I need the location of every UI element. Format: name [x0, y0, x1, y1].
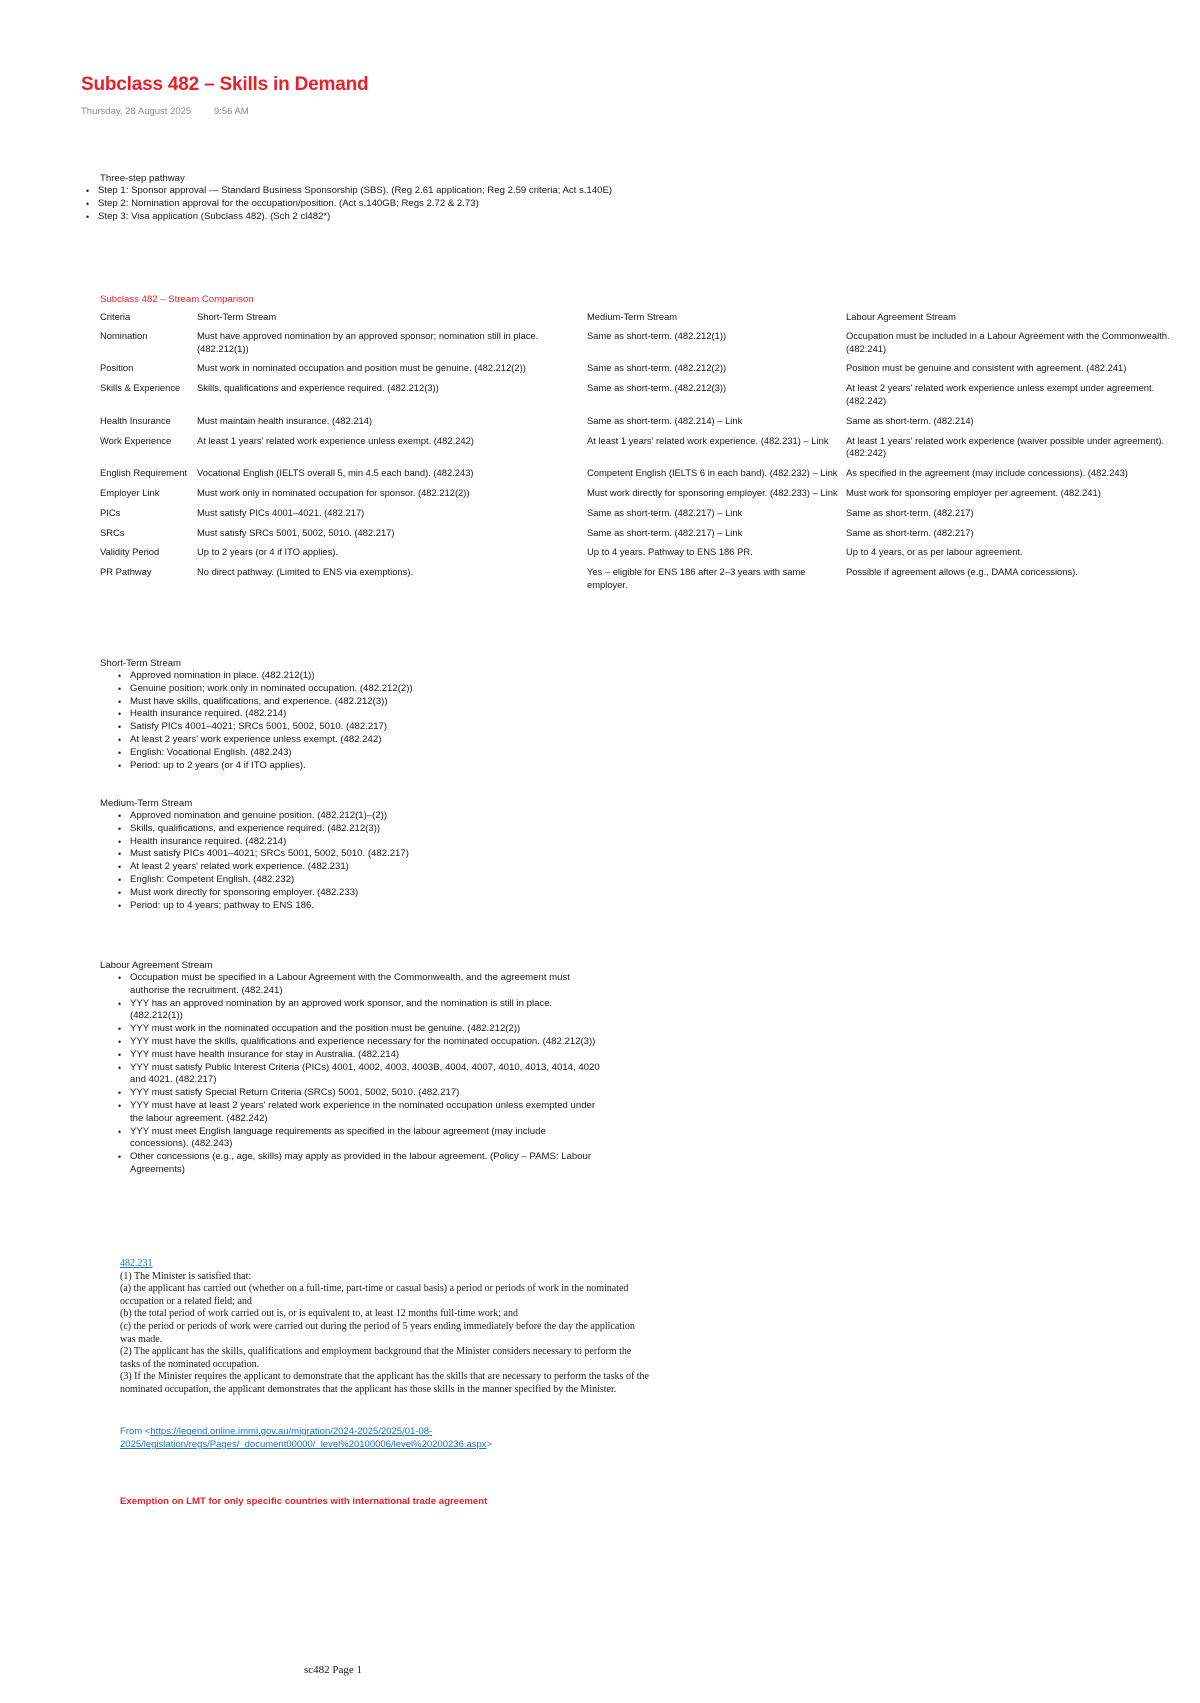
table-cell: English Requirement [100, 467, 188, 479]
table-cell: Yes – eligible for ENS 186 after 2–3 years with same employer. [587, 566, 806, 590]
table-cell: Must maintain health insurance. (482.214) [197, 414, 373, 426]
list-item: • YYY must satisfy Special Return Criteria (SRCs) 5001, 5002, 5010. (482.217) [130, 1087, 600, 1100]
list-item: • Approved nomination and genuine position. (482.212(1)–(2)) [130, 810, 620, 823]
table-cell: Work Experience [100, 434, 172, 446]
list-item: • Health insurance required. (482.214) [130, 836, 620, 849]
table-cell: SRCs [100, 526, 125, 538]
comparison-title: Subclass 482 – Stream Comparison [100, 294, 254, 305]
table-row [100, 382, 1196, 415]
table-cell: Must satisfy SRCs 5001, 5002, 5010. (482.217) [197, 526, 395, 538]
table-cell: Health Insurance [100, 414, 171, 426]
table-cell: Must have approved nomination by an approved sponsor; nomination still in place. (482.212(1)) [197, 329, 539, 354]
page-title: Subclass 482 – Skills in Demand [81, 74, 369, 95]
list-item: • Must satisfy PICs 4001–4021; SRCs 5001, 5002, 5010. (482.217) [130, 848, 620, 861]
short-term-heading: Short-Term Stream [100, 658, 182, 669]
page-footer: sc482 Page 1 [304, 1664, 363, 1676]
medium-term-section [100, 797, 620, 912]
short-term-section [100, 657, 620, 772]
list-item: • YYY must meet English language requirements as specified in the labour agreement (may include concessions). (482.243) [130, 1126, 600, 1152]
list-item: • Satisfy PICs 4001–4021; SRCs 5001, 5002, 5010. (482.217) [130, 721, 620, 734]
list-item: • Health insurance required. (482.214) [130, 708, 620, 721]
list-item: • YYY must have the skills, qualifications and experience necessary for the nominated occupation. (482.212(3)) [130, 1036, 600, 1049]
list-item: • Genuine position; work only in nominated occupation. (482.212(2)) [130, 683, 620, 696]
table-cell: At least 1 years' related work experience. (482.231) – Link [587, 434, 829, 446]
table-row [100, 435, 1196, 468]
legislation-extract [120, 1258, 650, 1397]
legal-line: (a) the applicant has carried out (whether on a full-time, part-time or casual basis) a period or periods of work in the nominated occupation or a related field; and [120, 1283, 629, 1307]
table-cell: PICs [100, 506, 121, 518]
table-cell: Same as short-term. (482.212(3)) [587, 382, 727, 394]
table-header-row [100, 311, 1196, 330]
table-row [100, 487, 1196, 507]
table-cell: As specified in the agreement (may include concessions). (482.243) [846, 467, 1128, 479]
list-item: • YYY has an approved nomination by an approved work sponsor, and the nomination is still in place. (482.212(1)) [130, 998, 600, 1024]
list-item: • YYY must satisfy Public Interest Criteria (PICs) 4001, 4002, 4003, 4003B, 4004, 4007, 4010, 4013, 4014, 4020 and 4021. (482.217) [130, 1062, 600, 1088]
column-header: Criteria [100, 311, 131, 322]
medium-term-list [100, 810, 620, 912]
table-cell: Same as short-term. (482.212(2)) [587, 362, 727, 374]
source-suffix: > [486, 1439, 493, 1450]
source-link[interactable]: https://legend.online.immi.gov.au/migration/2024-2025/2025/01-08-2025/legislation/regs/Pages/_document00000/_level%20100006/level%20200236.aspx [120, 1426, 487, 1450]
list-item: • Skills, qualifications, and experience required. (482.212(3)) [130, 823, 620, 836]
table-cell: Skills, qualifications and experience required. (482.212(3)) [197, 382, 439, 394]
table-cell: Skills & Experience [100, 382, 181, 394]
list-item: • Period: up to 4 years; pathway to ENS 186. [130, 900, 620, 913]
table-cell: Same as short-term. (482.212(1)) [587, 329, 727, 341]
pathway-item: • Step 2: Nomination approval for the occupation/position. (Act s.140GB; Regs 2.72 & 2.73) [98, 198, 620, 211]
page-date: Thursday, 28 August 2025 [81, 106, 192, 117]
table-cell: Same as short-term. (482.214) – Link [587, 414, 743, 426]
table-cell: At least 1 years' related work experience unless exempt. (482.242) [197, 434, 474, 446]
pathway-item: • Step 1: Sponsor approval — Standard Business Sponsorship (SBS). (Reg 2.61 application; Reg 2.59 criteria; Act s.140E) [98, 185, 620, 198]
column-header: Labour Agreement Stream [846, 311, 956, 322]
pathway-section [100, 172, 620, 223]
table-cell: Up to 4 years, or as per labour agreement. [846, 546, 1023, 558]
table-cell: No direct pathway. (Limited to ENS via exemptions). [197, 566, 414, 578]
table-cell: Must work only in nominated occupation for sponsor. (482.212(2)) [197, 486, 470, 498]
list-item: • Other concessions (e.g., age, skills) may apply as provided in the labour agreement. (Policy – PAMS: Labour Agreements) [130, 1151, 600, 1177]
list-item: • YYY must work in the nominated occupation and the position must be genuine. (482.212(2)) [130, 1023, 600, 1036]
table-cell: Must satisfy PICs 4001–4021. (482.217) [197, 506, 365, 518]
pathway-item: • Step 3: Visa application (Subclass 482). (Sch 2 cl482*) [98, 211, 620, 224]
table-row [100, 527, 1196, 547]
table-row [100, 415, 1196, 435]
table-cell: Up to 4 years. Pathway to ENS 186 PR. [587, 546, 753, 558]
legal-line: (c) the period or periods of work were carried out during the period of 5 years ending immediately before the day the application was made. [120, 1320, 635, 1345]
table-cell: Possible if agreement allows (e.g., DAMA concessions). [846, 566, 1078, 578]
table-row [100, 566, 1196, 599]
list-item: • Must work directly for sponsoring employer. (482.233) [130, 887, 620, 900]
source-label: From < [120, 1426, 151, 1437]
page-meta [81, 106, 249, 117]
legal-line: (3) If the Minister requires the applicant to demonstrate that the applicant has the skills that are necessary to perform the tasks of the nominated occupation, the applicant demonstrates that the applicant has those skills in the manner specified by the Minister. [120, 1371, 649, 1395]
table-row [100, 362, 1196, 382]
table-cell: Nomination [100, 329, 148, 341]
table-cell: Competent English (IELTS 6 in each band). (482.232) – Link [587, 467, 838, 479]
list-item: • Occupation must be specified in a Labour Agreement with the Commonwealth, and the agreement must authorise the recruitment. (482.241) [130, 972, 600, 998]
table-cell: Employer Link [100, 486, 160, 498]
list-item: • Period: up to 2 years (or 4 if ITO applies). [130, 760, 620, 773]
table-row [100, 546, 1196, 566]
legal-line: (2) The applicant has the skills, qualifications and employment background that the Minister considers necessary to perform the tasks of the nominated occupation. [120, 1346, 632, 1370]
table-cell: Position [100, 362, 134, 374]
table-cell: Up to 2 years (or 4 if ITO applies). [197, 546, 339, 558]
list-item: • English: Vocational English. (482.243) [130, 747, 620, 760]
table-cell: Same as short-term. (482.217) [846, 506, 974, 518]
legal-line: (1) The Minister is satisfied that: [120, 1270, 252, 1282]
column-header: Medium-Term Stream [587, 311, 678, 322]
labour-agreement-heading: Labour Agreement Stream [100, 960, 213, 971]
table-cell: Must work directly for sponsoring employer. (482.233) – Link [587, 486, 838, 498]
list-item: • YYY must have health insurance for stay in Australia. (482.214) [130, 1049, 600, 1062]
table-cell: Must work in nominated occupation and position must be genuine. (482.212(2)) [197, 362, 526, 374]
source-reference [120, 1425, 660, 1451]
list-item: • English: Competent English. (482.232) [130, 874, 620, 887]
table-cell: Same as short-term. (482.214) [846, 414, 974, 426]
table-cell: At least 2 years' related work experience unless exempt under agreement. (482.242) [846, 382, 1155, 406]
list-item: • Approved nomination in place. (482.212(1)) [130, 670, 620, 683]
table-cell: Validity Period [100, 546, 160, 558]
page-time: 9:56 AM [213, 106, 249, 117]
table-cell: Same as short-term. (482.217) – Link [587, 506, 743, 518]
list-item: • At least 2 years' work experience unless exempt. (482.242) [130, 734, 620, 747]
exemption-note: Exemption on LMT for only specific countries with international trade agreement [120, 1496, 488, 1507]
comparison-table [100, 311, 1196, 599]
list-item: • At least 2 years' related work experience. (482.231) [130, 861, 620, 874]
list-item: • YYY must have at least 2 years' related work experience in the nominated occupation unless exempted under the labour agreement. (482.242) [130, 1100, 600, 1126]
column-header: Short-Term Stream [197, 311, 277, 322]
table-cell: At least 1 years' related work experience (waiver possible under agreement). (482.242) [846, 434, 1165, 459]
list-item: • Must have skills, qualifications, and experience. (482.212(3)) [130, 696, 620, 709]
table-row [100, 330, 1196, 363]
labour-agreement-section [100, 959, 600, 1177]
table-cell: Same as short-term. (482.217) – Link [587, 526, 743, 538]
legal-line: (b) the total period of work carried out is, or is equivalent to, at least 12 months full-time work; and [120, 1308, 518, 1320]
section-link[interactable]: 482.231 [120, 1258, 153, 1269]
pathway-heading: Three-step pathway [100, 173, 185, 184]
table-cell: Must work for sponsoring employer per agreement. (482.241) [846, 486, 1101, 498]
pathway-list [100, 185, 620, 223]
table-cell: Position must be genuine and consistent with agreement. (482.241) [846, 362, 1127, 374]
labour-agreement-list [100, 972, 600, 1177]
table-row [100, 467, 1196, 487]
table-cell: PR Pathway [100, 566, 152, 578]
table-cell: Vocational English (IELTS overall 5, min 4.5 each band). (482.243) [197, 467, 474, 479]
table-row [100, 507, 1196, 527]
medium-term-heading: Medium-Term Stream [100, 798, 193, 809]
short-term-list [100, 670, 620, 772]
table-cell: Occupation must be included in a Labour Agreement with the Commonwealth. (482.241) [846, 329, 1170, 354]
table-cell: Same as short-term. (482.217) [846, 526, 974, 538]
